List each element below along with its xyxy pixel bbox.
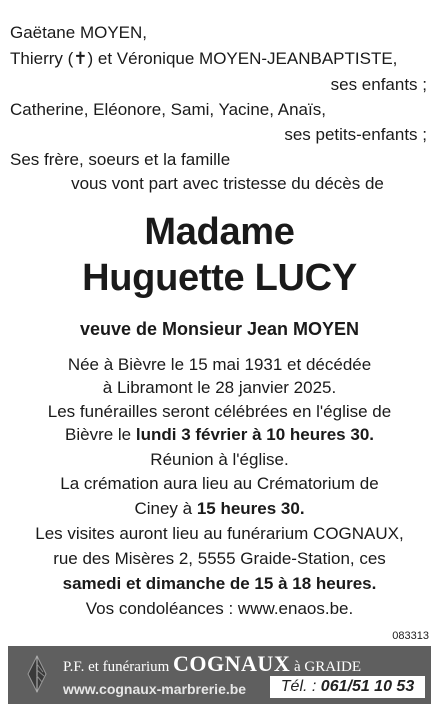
family-line-7: vous vont part avec tristesse du décès de bbox=[71, 174, 384, 193]
funeral-home-suffix: à GRAIDE bbox=[290, 659, 362, 675]
family-line-5: ses petits-enfants ; bbox=[284, 125, 427, 144]
reference-number: 083313 bbox=[392, 630, 429, 642]
funeral-home-banner bbox=[8, 646, 431, 704]
phone-number: 061/51 10 53 bbox=[320, 678, 415, 695]
death-line: à Libramont le 28 janvier 2025. bbox=[102, 378, 337, 397]
family-line-3: ses enfants ; bbox=[330, 75, 427, 94]
visits-line-3 bbox=[0, 573, 439, 595]
family-line-4: Catherine, Eléonore, Sami, Yacine, Anaïs, bbox=[10, 100, 326, 119]
cremation-place: Ciney à bbox=[134, 499, 197, 518]
widow-of: veuve de Monsieur Jean MOYEN bbox=[79, 319, 360, 339]
funeral-place: Bièvre le bbox=[65, 425, 136, 444]
funeral-home-website: www.cognaux-marbrerie.be bbox=[63, 681, 247, 697]
phone-label: Tél. : bbox=[280, 678, 321, 695]
cremation-line-2 bbox=[0, 498, 439, 520]
funeral-date: lundi 3 février à 10 heures 30. bbox=[135, 425, 374, 444]
phone-box bbox=[270, 676, 425, 698]
visits-hours: samedi et dimanche de 15 à 18 heures. bbox=[62, 574, 377, 593]
funeral-line-2 bbox=[0, 424, 439, 446]
family-line-1: Gaëtane MOYEN, bbox=[10, 23, 148, 42]
visits-line-2: rue des Misères 2, 5555 Graide-Station, ces bbox=[53, 549, 386, 568]
family-line-2: Thierry (✝) et Véronique MOYEN-JEANBAPTISTE, bbox=[10, 49, 398, 68]
cremation-line-1: La crémation aura lieu au Crématorium de bbox=[60, 474, 379, 493]
funeral-home-brand: COGNAUX bbox=[173, 651, 291, 676]
family-line-6: Ses frère, soeurs et la famille bbox=[10, 150, 231, 169]
meeting-line: Réunion à l'église. bbox=[150, 450, 289, 469]
funeral-line-1: Les funérailles seront célébrées en l'église de bbox=[47, 402, 392, 421]
birth-line: Née à Bièvre le 15 mai 1931 et décédée bbox=[67, 355, 372, 374]
funeral-home-name bbox=[63, 651, 361, 677]
feather-logo-icon bbox=[24, 654, 50, 694]
cremation-time: 15 heures 30. bbox=[196, 499, 305, 518]
deceased-name: Huguette LUCY bbox=[82, 257, 357, 299]
condolences-line: Vos condoléances : www.enaos.be. bbox=[85, 599, 354, 618]
deceased-title: Madame bbox=[144, 211, 295, 253]
funeral-home-prefix: P.F. et funérarium bbox=[63, 659, 174, 675]
visits-line-1: Les visites auront lieu au funérarium COGNAUX, bbox=[35, 524, 404, 543]
